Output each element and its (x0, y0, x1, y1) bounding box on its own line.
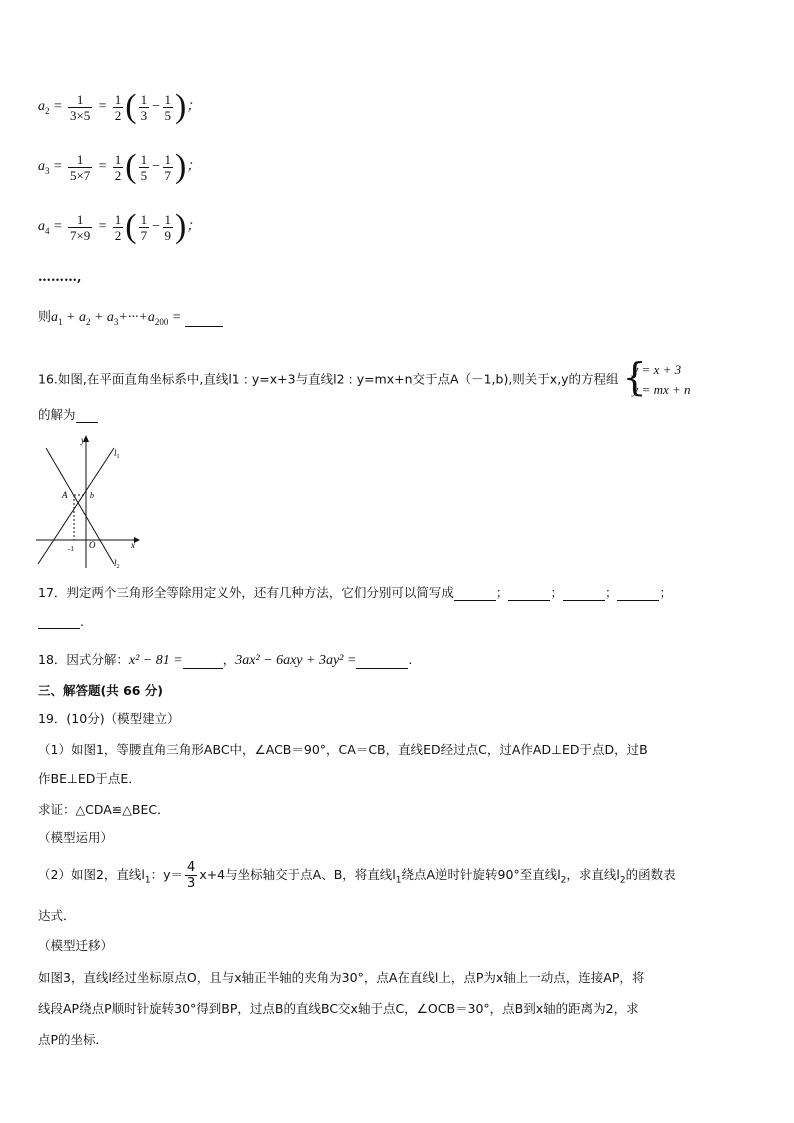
x-label: x (131, 540, 135, 550)
question-19-part3b: 线段AP绕点P顺时针旋转30°得到BP，过点B的直线BC交x轴于点C，∠OCB＝30°，点B到x轴的距离为2，求 (38, 1001, 639, 1016)
question-19-part1a: （1）如图1，等腰直角三角形ABC中，∠ACB＝90°，CA＝CB，直线ED经过点C，过A作AD⊥ED于点D，过B (38, 742, 648, 757)
question-16-tail: 的解为 (38, 405, 98, 423)
question-19-model-use: （模型运用） (38, 830, 114, 845)
y-label: y (81, 435, 85, 445)
question-19-model-move: （模型迁移） (38, 938, 114, 953)
question-18: 18．因式分解：x² − 81 = ，3ax² − 6axy + 3ay² = . (38, 652, 413, 668)
sequence-a4: $a_4$ = $\frac{1}{7\times 9}$ = $\frac{1}{2}$ ( $\frac{1}{7}$ − $\frac{1}{9}$ )； (38, 208, 201, 245)
origin-label: O (89, 540, 96, 550)
answer-blank[interactable] (76, 410, 98, 423)
question-19-part3a: 如图3，直线l经过坐标原点O，且与x轴正半轴的夹角为30°，点A在直线l上，点P为x轴上一动点，连接AP，将 (38, 970, 645, 985)
neg1-label: -1 (68, 545, 74, 553)
answer-blank[interactable] (185, 314, 223, 327)
answer-blank-4[interactable] (617, 588, 659, 601)
sequence-a2: $a_2$ = $\frac{1}{3\times 5}$ = $\frac{1}{2}$ ( $\frac{1}{3}$ − $\frac{1}{5}$ )； (38, 88, 201, 125)
line-l2 (46, 448, 114, 564)
line-l1 (38, 448, 114, 564)
answer-blank-3[interactable] (563, 588, 605, 601)
question-19-header: 19．(10分)（模型建立） (38, 711, 180, 726)
question-17: 17．判定两个三角形全等除用定义外，还有几种方法，它们分别可以简写成 ； ； ； ； (38, 585, 672, 600)
l1-label: $l_1$ (114, 448, 120, 460)
equation-system: { y = x + 3 y = mx + n (622, 355, 691, 399)
answer-blank-2[interactable] (356, 656, 408, 669)
question-19-part3c: 点P的坐标． (38, 1032, 109, 1047)
sequence-sum: 则$a_1 + a_2 + a_3+\cdot\cdot\cdot+a_{200}$ = (38, 306, 223, 327)
sequence-ellipsis: ………, (38, 270, 82, 285)
answer-blank-1[interactable] (454, 588, 496, 601)
question-19-prove: 求证：△CDA≌△BEC． (38, 802, 170, 817)
question-19-part2b: 达式． (38, 908, 76, 923)
question-19-part1b: 作BE⊥ED于点E． (38, 771, 141, 786)
coordinate-graph (34, 430, 144, 570)
question-17-tail: . (38, 614, 84, 629)
answer-blank-2[interactable] (508, 588, 550, 601)
b-label: b (90, 491, 94, 500)
question-16: 16.如图,在平面直角坐标系中,直线l1 : y=x+3与直线l2 : y=mx+n交于点A（－1,b),则关于x,y的方程组 { y = x + 3 y = mx + n (38, 355, 691, 399)
answer-blank-5[interactable] (38, 616, 80, 629)
l2-label: $l_2$ (114, 558, 120, 570)
answer-blank-1[interactable] (183, 656, 223, 669)
sequence-a3: $a_3$ = $\frac{1}{5\times 7}$ = $\frac{1}{2}$ ( $\frac{1}{5}$ − $\frac{1}{7}$ )； (38, 148, 201, 185)
section-heading: 三、解答题(共 66 分) (38, 683, 164, 698)
question-19-part2a: （2）如图2，直线$l_1$：y＝ $\frac{4}{3}$ x+4与坐标轴交于点A、B，将直线$l_1$绕点A逆时针旋转90°至直线$l_2$，求直线$l_2$的函数表 (38, 860, 676, 891)
point-a-label: A (62, 490, 68, 500)
